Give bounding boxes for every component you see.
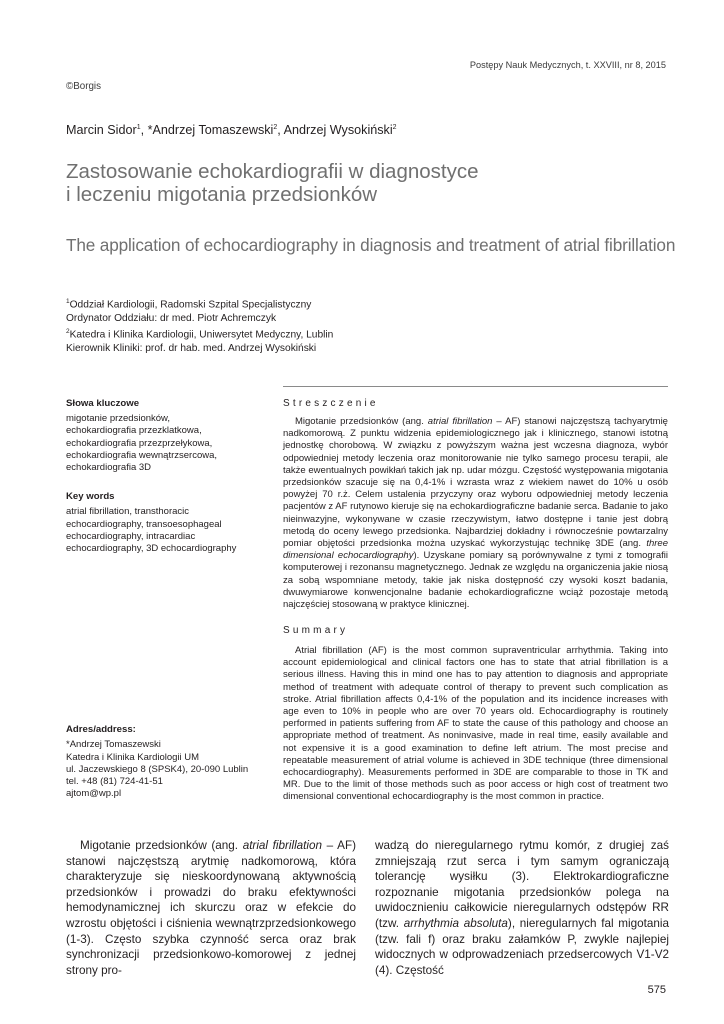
affiliation-line (66, 342, 333, 356)
address-line: tel. +48 (81) 724-41-51 (66, 776, 163, 788)
affiliation-text: Oddział Kardiologii, Radomski Szpital Specjalistyczny (69, 299, 312, 311)
article-title-english: The application of echocardiography in diagnosis and treatment of atrial fibrillation (66, 235, 676, 255)
affiliation-mark: 2 (66, 328, 70, 336)
affiliation-text: Katedra i Klinika Kardiologii, Uniwersytet Medyczny, Lublin (69, 329, 334, 341)
body-text: ), nieregularnych fal migotania (tzw. fali f) oraz braku załamków P, zwykle najlepiej widocznych w odprowadzeniach przedsercowych V1-V2 (4). Częstość (375, 916, 669, 977)
author-affiliation-mark: 2 (392, 123, 397, 131)
affiliation-text: Kierownik Kliniki: prof. dr hab. med. Andrzej Wysokiński (66, 343, 317, 355)
keyword-line: echokardiografia wewnątrzsercowa, (66, 449, 218, 461)
abstract-heading-polish: Streszczenie (283, 398, 379, 409)
address-line: *Andrzej Tomaszewski (66, 739, 161, 751)
body-column-left (66, 838, 356, 978)
body-column-right (375, 838, 669, 978)
body-text: wadzą do nieregularnego rytmu komór, z drugiej zaś zmniejszają rzut serca i tym samym ograniczają tolerancję wysiłku (3). Elektrokardiograficzne rozpoznanie migotania przedsionków polega na uwidocznieniu całkowicie nieregularnych odstępów RR (tzw. (375, 839, 669, 930)
abstract-text: – AF) stanowi najczęstszą tachyarytmię nadkomorową. Z punktu widzenia epidemiologicznego jak i klinicznego, stanowi istotną jednostkę chorobową. W związku z powyższym ważna jest wczesna diagnoza, wybór odpowiedniej metody leczenia oraz monitorowanie nie tylko samego procesu terapii, ale także ewentualnych powikłań takich jak np. udar mózgu. Częstość występowania migotania przedsionków szacuje się na 0,4-1% i wzrasta wraz z wiekiem nawet do 10% u osób powyżej 70 r.ż. Celem ustalenia przyczyny oraz wyboru odpowiedniej metody leczenia pacjentów z AF rutynowo kieruje się na echokardiograficzne badanie serca. Badanie to jako nieinwazyjne, wykonywane w czasie rzeczywistym, łatwo dostępne i tanie jest dobrą metodą do oceny lewego przedsionka. Najbardziej dokładny i równocześnie powtarzalny pomiar objętości przedsionka można uzyskać wykorzystując technikę 3DE (ang. (283, 416, 668, 550)
keyword-line: echokardiografia przezklatkowa, (66, 425, 202, 437)
correspondence-address (66, 724, 248, 801)
keyword-line: atrial fibrillation, transthoracic (66, 506, 190, 518)
abstract-english: Atrial fibrillation (AF) is the most common supraventricular arrhythmia. Taking into account epidemiological and clinical factors one has to state that atrial fibrillation is a serious illness. Having this in mind one has to pay attention to diagnosis and appropriate method of treatment with adequate control of therapy to prevent such complication as stroke. Atrial fibrillation affects 0,4-1% of the population and its incidence increases with age even to 10% in people who are over 70 years old. Echocardiography is routinely performed in patients suffering from AF to state the cause of this pathology and choose an appropriate method of treatment. As noninvasive, made in real time, easily available and not expensive it is a good examination to define left atrium. The most precise and repeatable measurement of atrial volume is achieved in 3DE technique (three dimensional echocardiography). Measurements performed in 3DE are comparable to those in TK and MR. Due to the limit of those methods such as poor access or high cost of treatment two dimensional conventional echocardiography is the most common in practice. (283, 645, 668, 803)
abstract-text: ). Uzyskane pomiary są porównywalne z tymi z tomografii komputerowej i rezonansu magnetycznego. Jednak ze względu na organiczenia jakie niosą za sobą wspomniane metody, takie jak niska dostępność czy wysoki koszt badania, dwuwymiarowe konwencjonalne badanie echokardiograficzne wciąż pozostaje metodą najczęściej stosowaną w praktyce klinicznej. (283, 550, 668, 611)
page-number: 575 (647, 984, 666, 996)
keyword-line: echokardiografia 3D (66, 462, 152, 474)
section-divider (283, 386, 668, 387)
keywords-heading: Słowa kluczowe (66, 398, 140, 409)
abstract-text: Migotanie przedsionków (ang. (295, 416, 428, 427)
body-term: atrial fibrillation (242, 839, 323, 852)
affiliation-line (66, 325, 333, 342)
keyword-line: echocardiography, 3D echocardiography (66, 543, 237, 555)
email-link[interactable]: ajtom@wp.pl (66, 788, 122, 800)
publisher-mark: ©Borgis (66, 81, 101, 92)
author-name: Marcin Sidor (66, 123, 137, 137)
address-line: ul. Jaczewskiego 8 (SPSK4), 20-090 Lublin (66, 763, 249, 775)
affiliations (66, 295, 333, 356)
abstract-polish (283, 416, 668, 611)
body-text: – AF) stanowi najczęstszą arytmię nadkomorową, która charakteryzuje się nieskoordynowaną aktywnością przedsionków i prowadzi do braku efektywności hemodynamicznej ich skurczu oraz w efekcie do wzrostu objętości i ciśnienia wewnątrzprzedsionkowego (1-3). Często szybka czynność serca oraz brak synchronizacji przedsionkowo-komorowej z jednej strony pro- (66, 839, 356, 977)
keyword-line: migotanie przedsionków, (66, 413, 171, 425)
address-heading: Adres/address: (66, 724, 136, 735)
keyword-line: echocardiography, intracardiac (66, 530, 196, 542)
author-name: *Andrzej Tomaszewski (147, 123, 274, 137)
keywords-sidebar (66, 398, 266, 555)
journal-citation: Postępy Nauk Medycznych, t. XXVIII, nr 8, 2015 (469, 60, 666, 70)
title-line: Zastosowanie echokardiografii w diagnostyce (66, 160, 479, 183)
affiliation-line (66, 312, 333, 326)
affiliation-mark: 1 (66, 298, 70, 305)
body-term: arrhythmia absoluta (403, 916, 508, 930)
keyword-line: echocardiography, transoesophageal (66, 518, 222, 530)
affiliation-text: Ordynator Oddziału: dr med. Piotr Achremczyk (66, 312, 277, 324)
abstract-term: atrial fibrillation (427, 416, 493, 427)
body-text: Migotanie przedsionków (ang. (80, 839, 243, 852)
title-line: i leczeniu migotania przedsionków (66, 183, 378, 206)
keywords-english (66, 491, 266, 555)
keywords-heading: Key words (66, 491, 115, 503)
address-line: Katedra i Klinika Kardiologii UM (66, 751, 200, 763)
author-affiliation-mark: 2 (273, 123, 278, 131)
affiliation-line (66, 295, 333, 312)
author-affiliation-mark: 1 (136, 123, 141, 131)
author-list: Marcin Sidor$^1$, *Andrzej Tomaszewski$^2$, Andrzej Wysokiński$^2$ (66, 123, 397, 137)
keyword-line: echokardiografia przezprzełykowa, (66, 437, 213, 449)
abstract-term: three dimensional echocardiography (283, 538, 668, 562)
abstract-heading-english: Summary (283, 625, 349, 636)
keywords-polish (66, 398, 266, 474)
article-title-polish (66, 160, 666, 206)
author-name: Andrzej Wysokiński (283, 123, 393, 137)
